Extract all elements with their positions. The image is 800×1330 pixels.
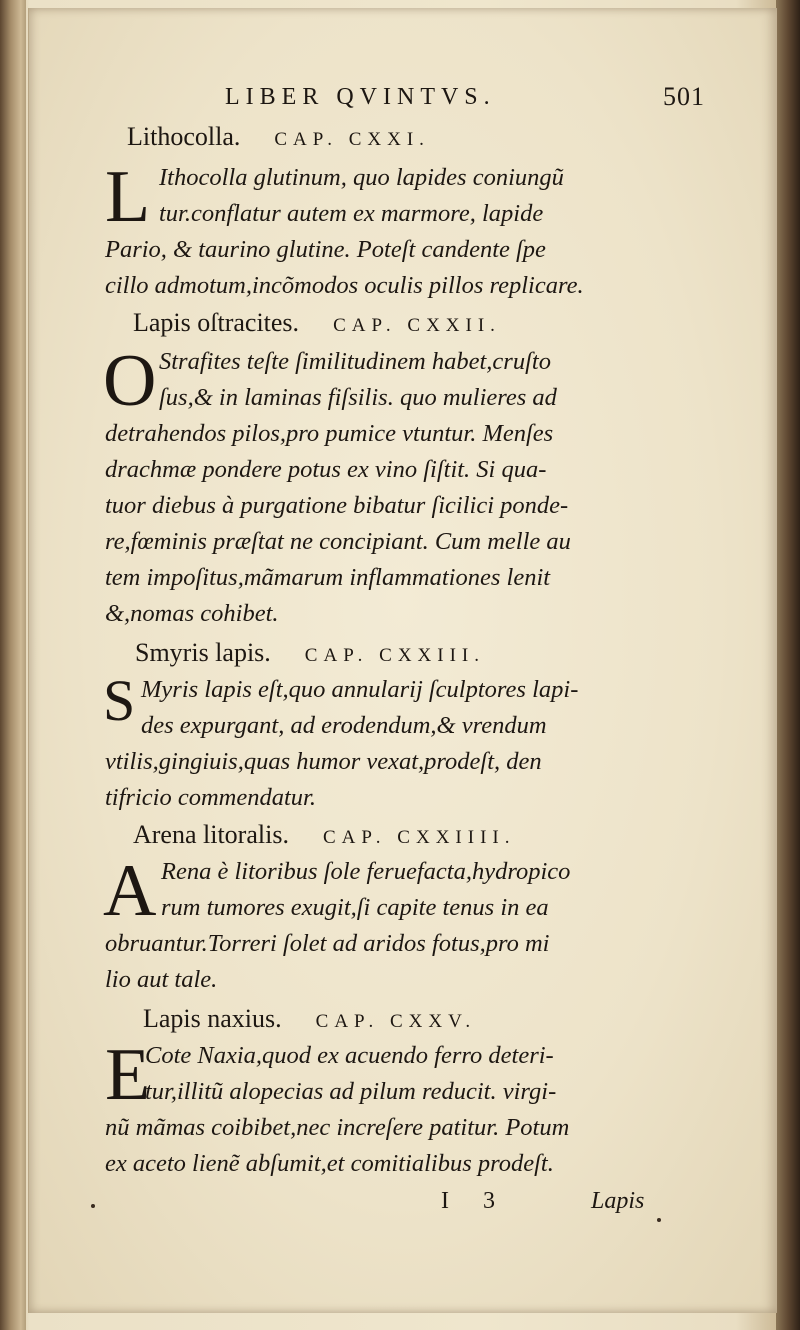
text-line: obruantur.Torreri ſolet ad aridos fotus,pro mi bbox=[105, 930, 550, 957]
ink-speck bbox=[91, 1204, 95, 1208]
text-line: nũ mãmas coibibet,nec increſere patitur. Potum bbox=[105, 1114, 570, 1141]
text-line: tem impoſitus,mãmarum inflammationes lenit bbox=[105, 564, 551, 591]
page bbox=[28, 8, 777, 1313]
right-page-edge bbox=[776, 0, 800, 1330]
text-line: Ithocolla glutinum, quo lapides coniungũ bbox=[159, 164, 564, 191]
drop-initial: O bbox=[103, 340, 157, 422]
chapter-label: CAP. CXXV. bbox=[315, 1011, 477, 1032]
left-page-edge bbox=[0, 0, 26, 1330]
text-line: Myris lapis eſt,quo annularij ſculptores lapi- bbox=[141, 676, 579, 703]
section-heading bbox=[143, 1004, 476, 1034]
text-line: Rena è litoribus ſole feruefacta,hydropico bbox=[161, 858, 571, 885]
text-line: tuor diebus à purgatione bibatur ſicilici ponde- bbox=[105, 492, 569, 519]
section-title: Arena litoralis. bbox=[133, 820, 289, 849]
text-line: Strafites teſte ſimilitudinem habet,cruſto bbox=[159, 348, 551, 375]
signature-mark: I 3 bbox=[441, 1188, 509, 1214]
section-heading bbox=[133, 308, 501, 338]
text-line: ſus,& in laminas fiſsilis. quo mulieres ad bbox=[159, 384, 557, 411]
chapter-label: CAP. CXXI. bbox=[274, 129, 430, 150]
section-heading bbox=[135, 638, 485, 668]
text-line: cillo admotum,incõmodos oculis pillos replicare. bbox=[105, 272, 584, 299]
catchword: Lapis bbox=[591, 1188, 645, 1214]
chapter-label: CAP. CXXIII. bbox=[304, 645, 485, 666]
text-line: tifricio commendatur. bbox=[105, 784, 316, 811]
drop-initial: S bbox=[103, 668, 136, 733]
text-line: tur,illitũ alopecias ad pilum reducit. virgi- bbox=[145, 1078, 557, 1105]
drop-initial: L bbox=[105, 156, 151, 238]
text-line: Cote Naxia,quod ex acuendo ferro deteri- bbox=[145, 1042, 554, 1069]
section-title: Lapis naxius. bbox=[143, 1004, 282, 1033]
section-title: Lithocolla. bbox=[127, 122, 241, 151]
text-line: vtilis,gingiuis,quas humor vexat,prodeſt, den bbox=[105, 748, 542, 775]
ink-speck bbox=[657, 1218, 661, 1222]
section-title: Lapis oſtracites. bbox=[133, 308, 300, 337]
text-line: &,nomas cohibet. bbox=[105, 600, 279, 627]
text-line: lio aut tale. bbox=[105, 966, 218, 993]
text-line: detrahendos pilos,pro pumice vtuntur. Menſes bbox=[105, 420, 554, 447]
drop-initial: E bbox=[105, 1034, 151, 1116]
text-line: des expurgant, ad erodendum,& vrendum bbox=[141, 712, 547, 739]
running-head bbox=[225, 82, 705, 111]
text-line: re,fœminis præſtat ne concipiant. Cum melle au bbox=[105, 528, 571, 555]
drop-initial: A bbox=[103, 850, 157, 932]
running-head-title: LIBER QVINTVS. bbox=[225, 84, 496, 110]
text-line: drachmæ pondere potus ex vino ſiſtit. Si qua- bbox=[105, 456, 547, 483]
text-line: ex aceto lienẽ abſumit,et comitialibus prodeſt. bbox=[105, 1150, 554, 1177]
text-block bbox=[75, 8, 705, 1313]
text-line: rum tumores exugit,ſi capite tenus in ea bbox=[161, 894, 549, 921]
chapter-label: CAP. CXXIIII. bbox=[322, 827, 516, 848]
text-line: Pario, & taurino glutine. Poteſt candente ſpe bbox=[105, 236, 546, 263]
page-number: 501 bbox=[663, 82, 705, 111]
text-line: tur.conflatur autem ex marmore, lapide bbox=[159, 200, 544, 227]
section-title: Smyris lapis. bbox=[135, 638, 271, 667]
chapter-label: CAP. CXXII. bbox=[333, 315, 501, 336]
section-heading bbox=[133, 820, 515, 850]
section-heading bbox=[127, 122, 430, 152]
